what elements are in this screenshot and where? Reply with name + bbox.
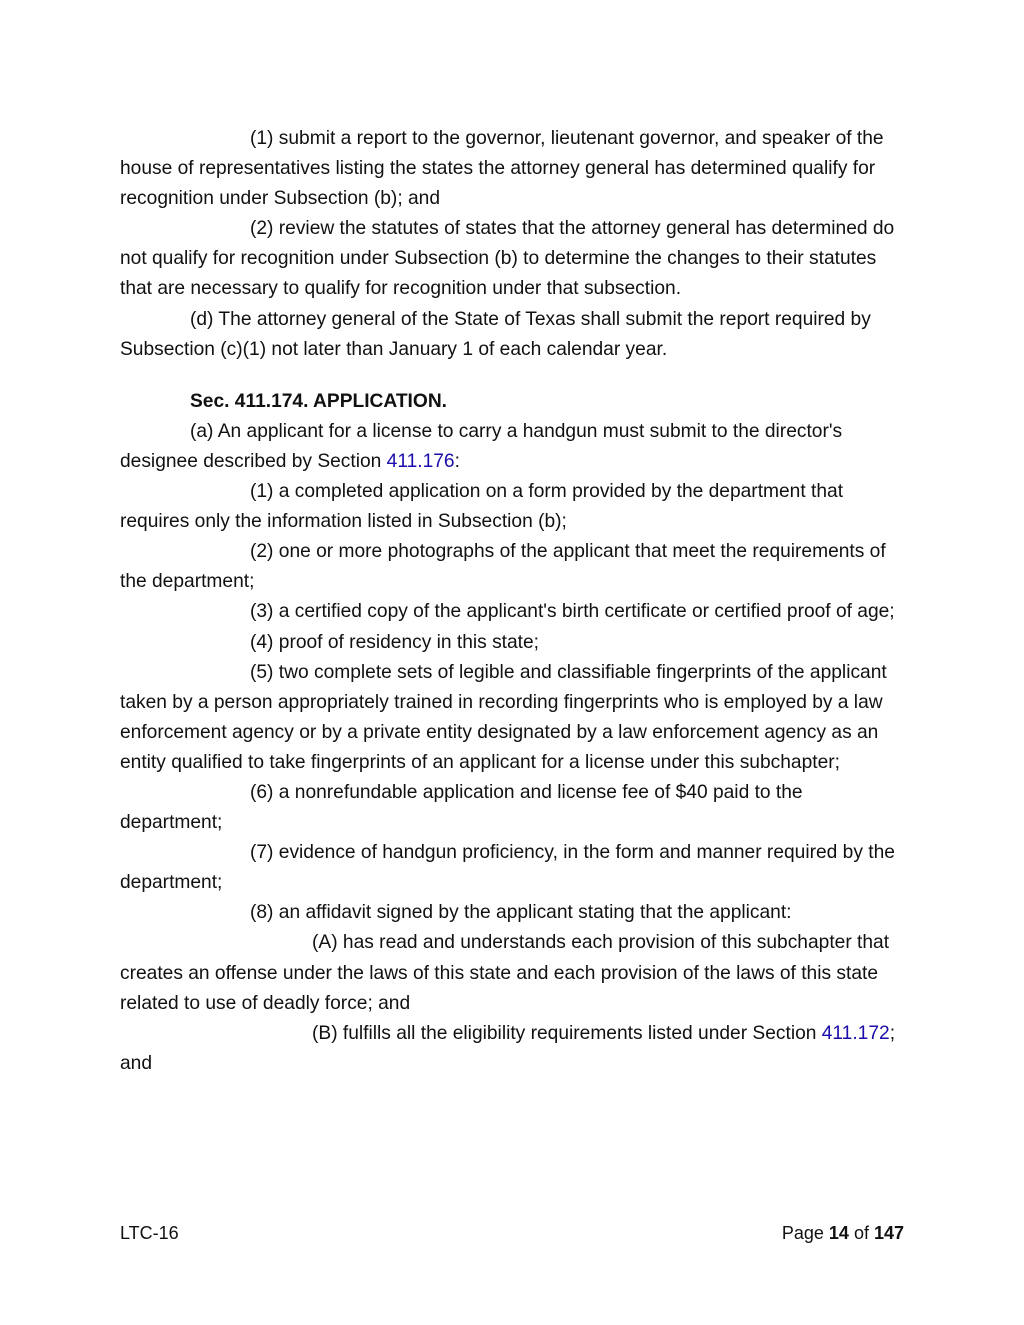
section-gap	[120, 365, 910, 387]
paragraph-a	[120, 417, 910, 477]
list-item-3: (3) a certified copy of the applicant's birth certificate or certified proof of age;	[250, 601, 895, 623]
paragraph-d: (d) The attorney general of the State of Texas shall submit the report required by Subsection (c)(1) not later than January 1 of each calendar year.	[120, 308, 871, 360]
sub-item-b-tail: ; and	[120, 1022, 896, 1074]
paragraph-c1: (1) submit a report to the governor, lieutenant governor, and speaker of the house of representatives listing the states the attorney general has determined qualify for recognition under Subsection (b); and	[120, 128, 884, 210]
paragraph-a-text: (a) An applicant for a license to carry a handgun must submit to the director's designee described by Section	[120, 420, 843, 472]
list-item-5: (5) two complete sets of legible and classifiable fingerprints of the applicant taken by a person appropriately trained in recording fingerprints who is employed by a law enforcement agency or by a private entity designated by a law enforcement agency as an entity qualified to take fingerprints of an applicant for a license under this subchapter;	[120, 661, 887, 773]
footer-page-total: 147	[873, 1223, 904, 1243]
list-item-1: (1) a completed application on a form provided by the department that requires only the information listed in Subsection (b);	[120, 481, 844, 533]
footer-page-current: 14	[828, 1223, 849, 1243]
document-body	[120, 124, 910, 1079]
list-item-2: (2) one or more photographs of the applicant that meet the requirements of the department;	[120, 541, 886, 593]
paragraph-a-colon: :	[454, 450, 460, 472]
section-heading: Sec. 411.174. APPLICATION.	[190, 390, 448, 412]
section-link-411-176[interactable]: 411.176	[386, 450, 455, 472]
sub-item-b	[120, 1019, 910, 1079]
list-item-4: (4) proof of residency in this state;	[250, 631, 540, 653]
paragraph-c2: (2) review the statutes of states that the attorney general has determined do not qualify for recognition under Subsection (b) to determine the changes to their statutes that are necessary to qualify for recognition under that subsection.	[120, 218, 895, 300]
list-item-8: (8) an affidavit signed by the applicant stating that the applicant:	[250, 902, 792, 924]
sub-item-a: (A) has read and understands each provision of this subchapter that creates an offense under the laws of this state and each provision of the laws of this state related to use of deadly force; and	[120, 932, 890, 1014]
footer-of-word: of	[848, 1223, 874, 1243]
sub-item-b-text: (B) fulfills all the eligibility requirements listed under Section	[312, 1022, 822, 1044]
list-item-7: (7) evidence of handgun proficiency, in the form and manner required by the department;	[120, 842, 895, 894]
section-link-411-172[interactable]: 411.172	[821, 1022, 890, 1044]
list-item-6: (6) a nonrefundable application and license fee of $40 paid to the department;	[120, 781, 803, 834]
footer-page-word: Page	[781, 1223, 829, 1243]
footer-doc-id: LTC-16	[120, 1223, 179, 1243]
footer-page-number	[782, 1221, 904, 1245]
